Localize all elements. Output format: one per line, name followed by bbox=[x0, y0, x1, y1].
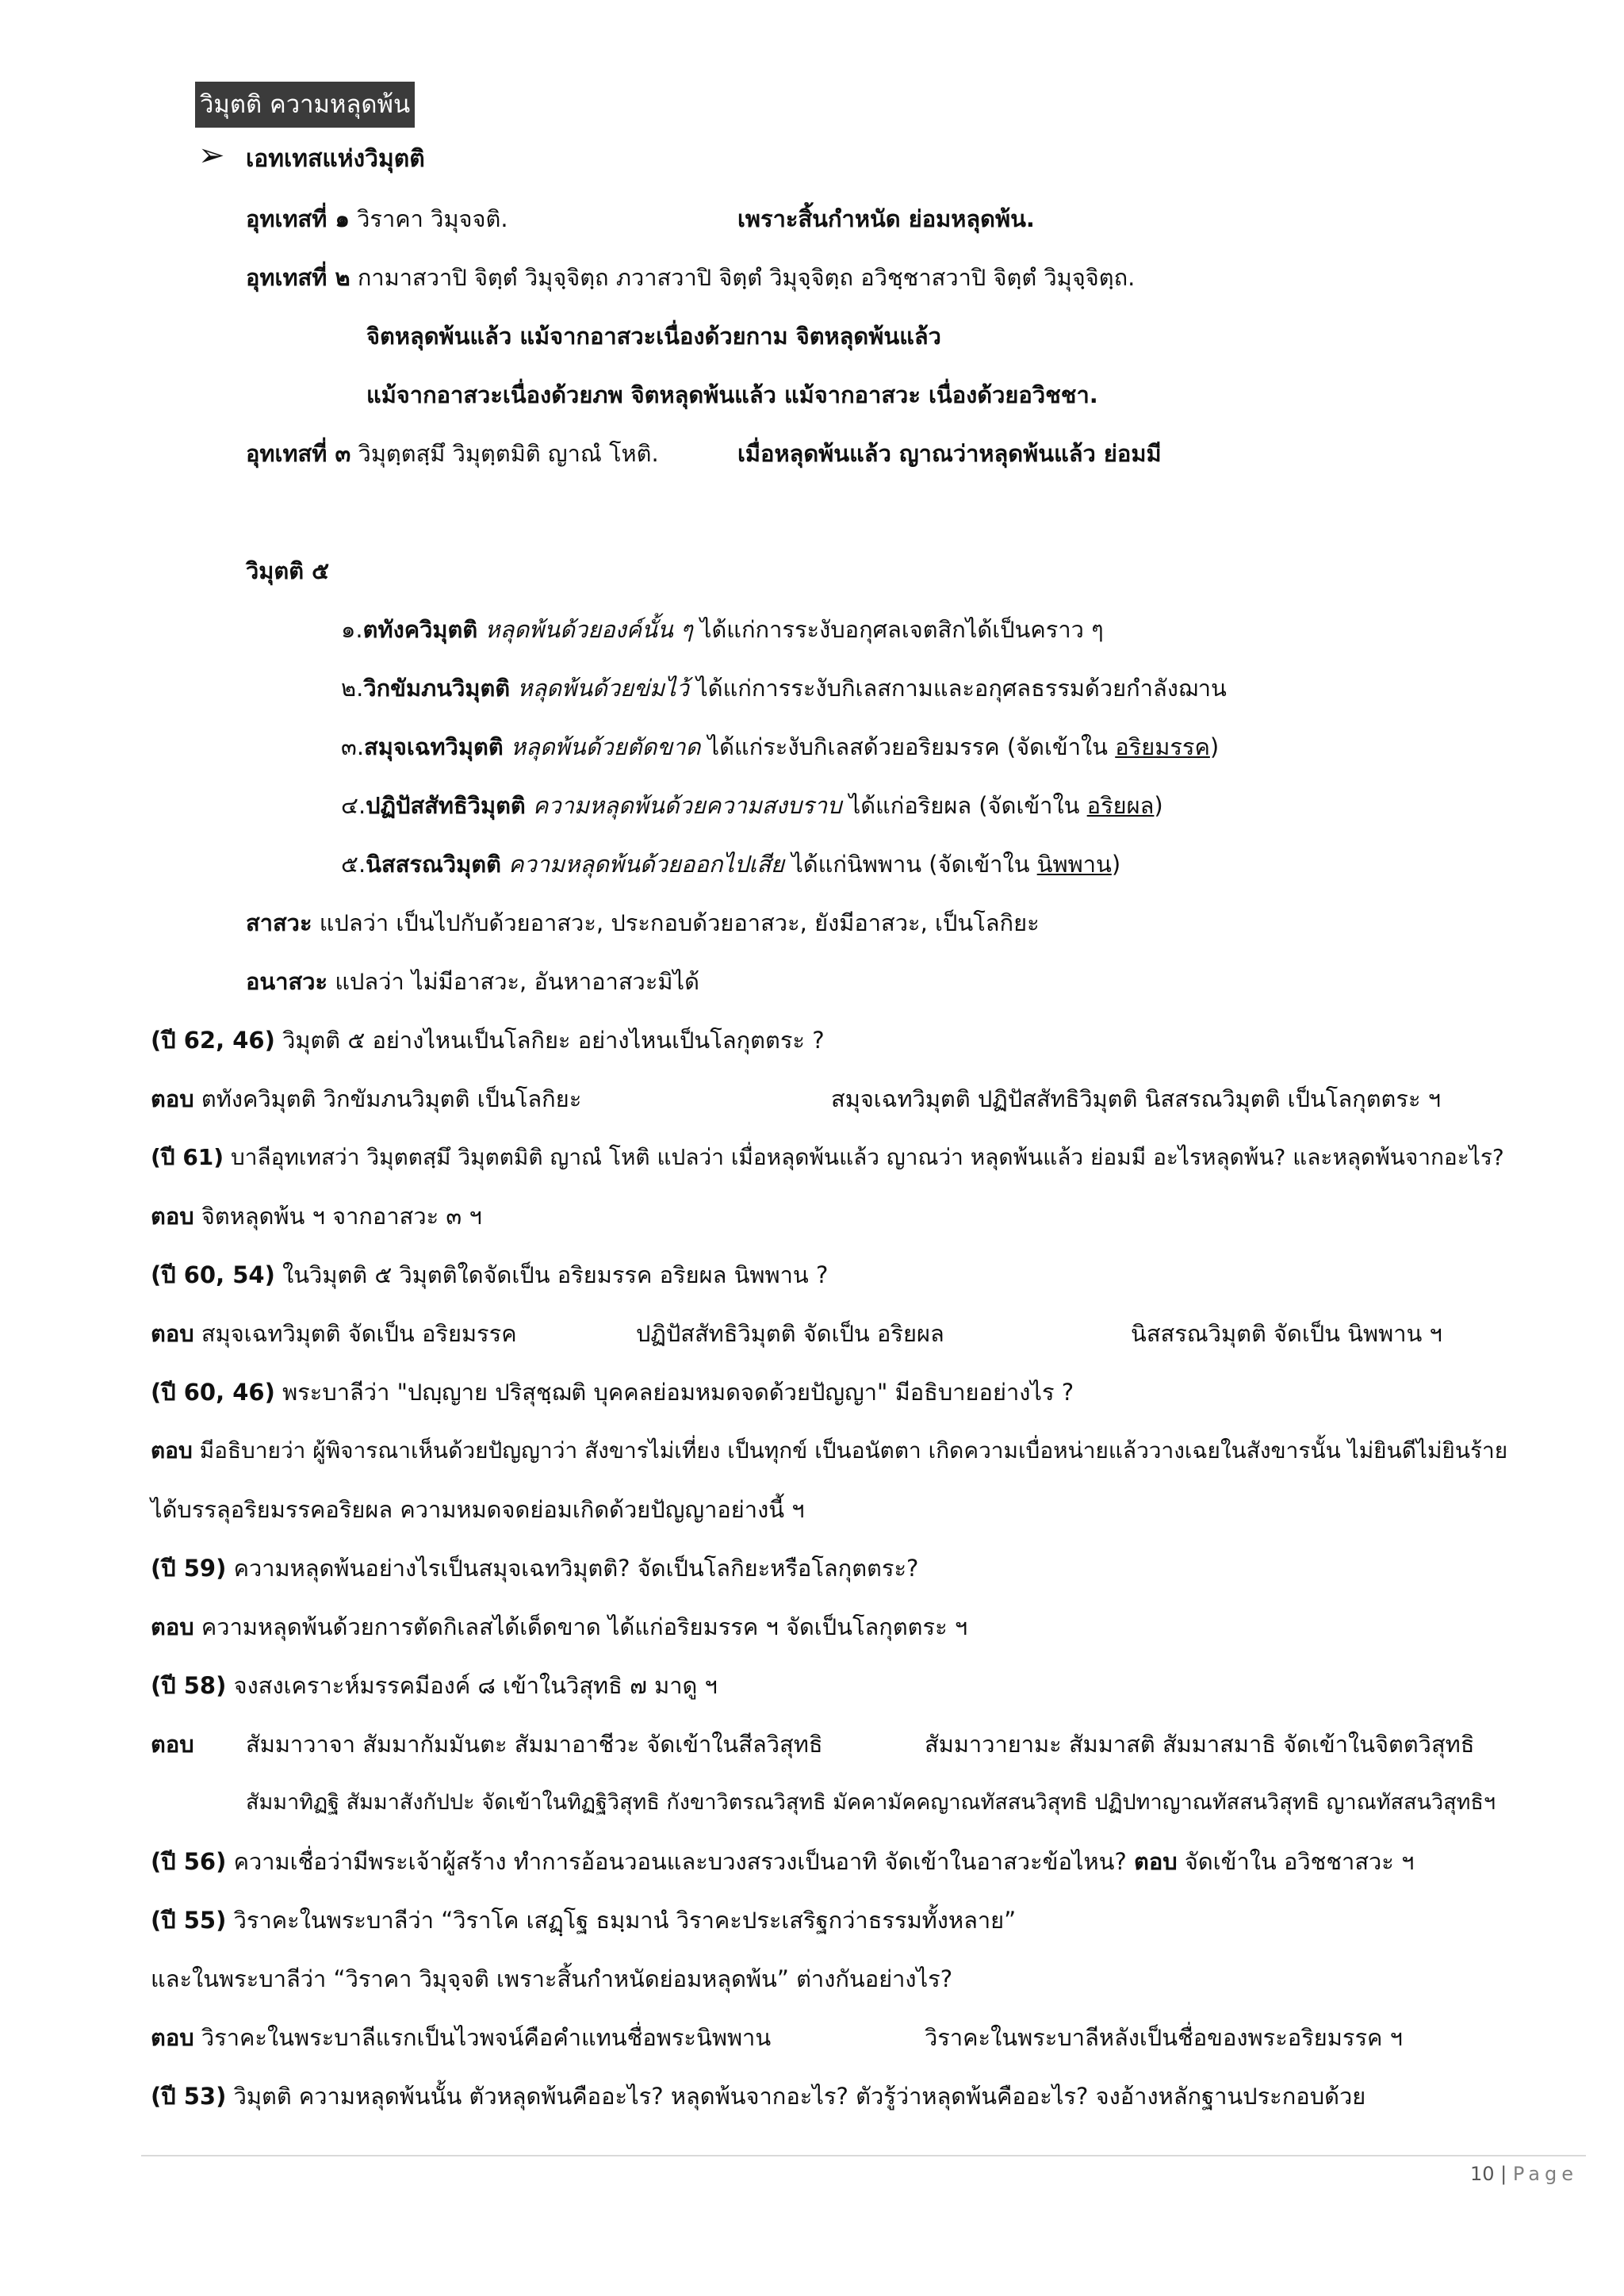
section-heading: เอทเทสแห่งวิมุตติ bbox=[246, 145, 425, 173]
answer-4-cont: ได้บรรลุอริยมรรคอริยผล ความหมดจดย่อมเกิดด้วยปัญญาอย่างนี้ ฯ bbox=[151, 1496, 805, 1523]
anasava-definition: อนาสวะ แปลว่า ไม่มีอาสวะ, อันหาอาสวะมิได้ bbox=[246, 968, 699, 995]
uddesa-2-meaning-2: แม้จากอาสวะเนื่องด้วยภพ จิตหลุดพ้นแล้ว แม้จากอาสวะ เนื่องด้วยอวิชชา. bbox=[366, 381, 1098, 408]
question-6: (ปี 58) จงสงเคราะห์มรรคมีองค์ ๘ เข้าในวิสุทธิ ๗ มาดู ฯ bbox=[151, 1672, 718, 1699]
answer-6-label: ตอบ bbox=[151, 1731, 194, 1758]
uddesa-2-meaning-1: จิตหลุดพ้นแล้ว แม้จากอาสวะเนื่องด้วยกาม จิตหลุดพ้นแล้ว bbox=[366, 323, 941, 350]
link-ariyamagga[interactable]: อริยมรรค bbox=[1115, 733, 1210, 760]
question-1: (ปี 62, 46) วิมุตติ ๕ อย่างไหนเป็นโลกิยะ อย่างไหนเป็นโลกุตตระ ? bbox=[151, 1027, 825, 1054]
answer-5: ตอบ ความหลุดพ้นด้วยการตัดกิเลสได้เด็ดขาด ได้แก่อริยมรรค ฯ จัดเป็นโลกุตตระ ฯ bbox=[151, 1613, 968, 1640]
page-footer bbox=[1470, 2163, 1578, 2185]
page-number: 10 bbox=[1469, 2163, 1495, 2185]
uddesa-3: อุทเทสที่ ๓ วิมุตฺตสฺมึ วิมุตฺตมิติ ญาณํ โหติ. bbox=[246, 440, 659, 467]
footer-divider bbox=[141, 2155, 1586, 2156]
answer-8: ตอบ วิราคะในพระบาลีแรกเป็นไวพจน์คือคำแทนชื่อพระนิพพาน bbox=[151, 2024, 772, 2051]
answer-4: ตอบ มีอธิบายว่า ผู้พิจารณาเห็นด้วยปัญญาว่า สังขารไม่เที่ยง เป็นทุกข์ เป็นอนัตตา เกิดความเบื่อหน่ายแล้ววางเฉยในสังขารนั้น ไม่ยินดีไม่ยินร้าย bbox=[151, 1437, 1508, 1464]
answer-1-right: สมุจเฉทวิมุตติ ปฏิปัสสัทธิวิมุตติ นิสสรณวิมุตติ เป็นโลกุตตระ ฯ bbox=[831, 1085, 1442, 1112]
page-separator: | bbox=[1500, 2163, 1507, 2185]
answer-6-left: สัมมาวาจา สัมมากัมมันตะ สัมมาอาชีวะ จัดเข้าในสีลวิสุทธิ bbox=[246, 1731, 823, 1758]
sasava-definition: สาสวะ แปลว่า เป็นไปกับด้วยอาสวะ, ประกอบด้วยอาสวะ, ยังมีอาสวะ, เป็นโลกิยะ bbox=[246, 909, 1040, 936]
question-2: (ปี 61) บาลีอุทเทสว่า วิมุตตสฺมึ วิมุตตมิติ ญาณํ โหติ แปลว่า เมื่อหลุดพ้นแล้ว ญาณว่า หลุดพ้นแล้ว ย่อมมี อะไรหลุดพ้น? และหลุดพ้นจากอะไร? bbox=[151, 1144, 1504, 1170]
uddesa-1-meaning: เพราะสิ้นกำหนัด ย่อมหลุดพ้น. bbox=[737, 205, 1035, 232]
answer-2: ตอบ จิตหลุดพ้น ฯ จากอาสวะ ๓ ฯ bbox=[151, 1203, 482, 1230]
arrow-bullet-icon: ➢ bbox=[198, 137, 225, 174]
answer-3: ตอบ สมุจเฉทวิมุตติ จัดเป็น อริยมรรค bbox=[151, 1320, 517, 1347]
answer-1: ตอบ ตทังควิมุตติ วิกขัมภนวิมุตติ เป็นโลกิยะ bbox=[151, 1085, 582, 1112]
link-ariyaphala[interactable]: อริยผล bbox=[1086, 792, 1155, 819]
question-9: (ปี 53) วิมุตติ ความหลุดพ้นนั้น ตัวหลุดพ้นคืออะไร? หลุดพ้นจากอะไร? ตัวรู้ว่าหลุดพ้นคืออะไร? จงอ้างหลักฐานประกอบด้วย bbox=[151, 2083, 1366, 2110]
vimutti-item: ๒.วิกขัมภนวิมุตติ หลุดพ้นด้วยข่มไว้ ได้แก่การระงับกิเลสกามและอกุศลธรรมด้วยกำลังฌาน bbox=[341, 675, 1227, 702]
question-8-cont: และในพระบาลีว่า “วิราคา วิมุจฺจติ เพราะสิ้นกำหนัดย่อมหลุดพ้น” ต่างกันอย่างไร? bbox=[151, 1965, 953, 1992]
question-3: (ปี 60, 54) ในวิมุตติ ๕ วิมุตติใดจัดเป็น อริยมรรค อริยผล นิพพาน ? bbox=[151, 1261, 829, 1288]
vimutti-item: ๓.สมุจเฉทวิมุตติ หลุดพ้นด้วยตัดขาด ได้แก่ระงับกิเลสด้วยอริยมรรค (จัดเข้าใน อริยมรรค) bbox=[341, 733, 1220, 760]
vimutti-item: ๑.ตทังควิมุตติ หลุดพ้นด้วยองค์นั้น ๆ ได้แก่การระงับอกุศลเจตสิกได้เป็นคราว ๆ bbox=[341, 616, 1104, 643]
answer-6-cont: สัมมาทิฏฐิ สัมมาสังกัปปะ จัดเข้าในทิฏฐิวิสุทธิ กังขาวิตรณวิสุทธิ มัคคามัคคญาณทัสสนวิสุทธิ ปฏิปทาญาณทัสสนวิสุทธิ ญาณทัสสนวิสุทธิฯ bbox=[246, 1790, 1496, 1815]
vimutti-item: ๕.นิสสรณวิมุตติ ความหลุดพ้นด้วยออกไปเสีย ได้แก่นิพพาน (จัดเข้าใน นิพพาน) bbox=[341, 851, 1121, 878]
question-4: (ปี 60, 46) พระบาลีว่า "ปญฺญาย ปริสุชฺฌติ บุคคลย่อมหมดจดด้วยปัญญา" มีอธิบายอย่างไร ? bbox=[151, 1379, 1074, 1406]
question-5: (ปี 59) ความหลุดพ้นอย่างไรเป็นสมุจเฉทวิมุตติ? จัดเป็นโลกิยะหรือโลกุตตระ? bbox=[151, 1555, 919, 1582]
vimutti-heading: วิมุตติ ๕ bbox=[246, 557, 330, 584]
link-nibbana[interactable]: นิพพาน bbox=[1036, 851, 1112, 878]
answer-6-right: สัมมาวายามะ สัมมาสติ สัมมาสมาธิ จัดเข้าในจิตตวิสุทธิ bbox=[925, 1731, 1475, 1758]
section-title: วิมุตติ ความหลุดพ้น bbox=[195, 82, 415, 128]
vimutti-item: ๔.ปฏิปัสสัทธิวิมุตติ ความหลุดพ้นด้วยความสงบราบ ได้แก่อริยผล (จัดเข้าใน อริยผล) bbox=[341, 792, 1163, 819]
page-label: Page bbox=[1512, 2163, 1578, 2185]
uddesa-1: อุทเทสที่ ๑ วิราคา วิมุจจติ. bbox=[246, 205, 508, 232]
answer-8-right: วิราคะในพระบาลีหลังเป็นชื่อของพระอริยมรรค ฯ bbox=[925, 2024, 1403, 2051]
question-7: (ปี 56) ความเชื่อว่ามีพระเจ้าผู้สร้าง ทำการอ้อนวอนและบวงสรวงเป็นอาทิ จัดเข้าในอาสวะข้อไหน? ตอบ จัดเข้าใน อวิชชาสวะ ฯ bbox=[151, 1848, 1415, 1875]
uddesa-2: อุทเทสที่ ๒ กามาสวาปิ จิตฺตํ วิมุจฺจิตฺถ ภวาสวาปิ จิตฺตํ วิมุจฺจิตฺถ อวิชฺชาสวาปิ จิตฺตํ วิมุจฺจิตฺถ. bbox=[246, 264, 1136, 291]
answer-3-col3: นิสสรณวิมุตติ จัดเป็น นิพพาน ฯ bbox=[1131, 1320, 1442, 1347]
answer-3-col2: ปฏิปัสสัทธิวิมุตติ จัดเป็น อริยผล bbox=[636, 1320, 944, 1347]
question-8: (ปี 55) วิราคะในพระบาลีว่า “วิราโค เสฏฺโฐ ธมฺมานํ วิราคะประเสริฐกว่าธรรมทั้งหลาย” bbox=[151, 1907, 1017, 1934]
uddesa-3-meaning: เมื่อหลุดพ้นแล้ว ญาณว่าหลุดพ้นแล้ว ย่อมมี bbox=[737, 440, 1162, 467]
